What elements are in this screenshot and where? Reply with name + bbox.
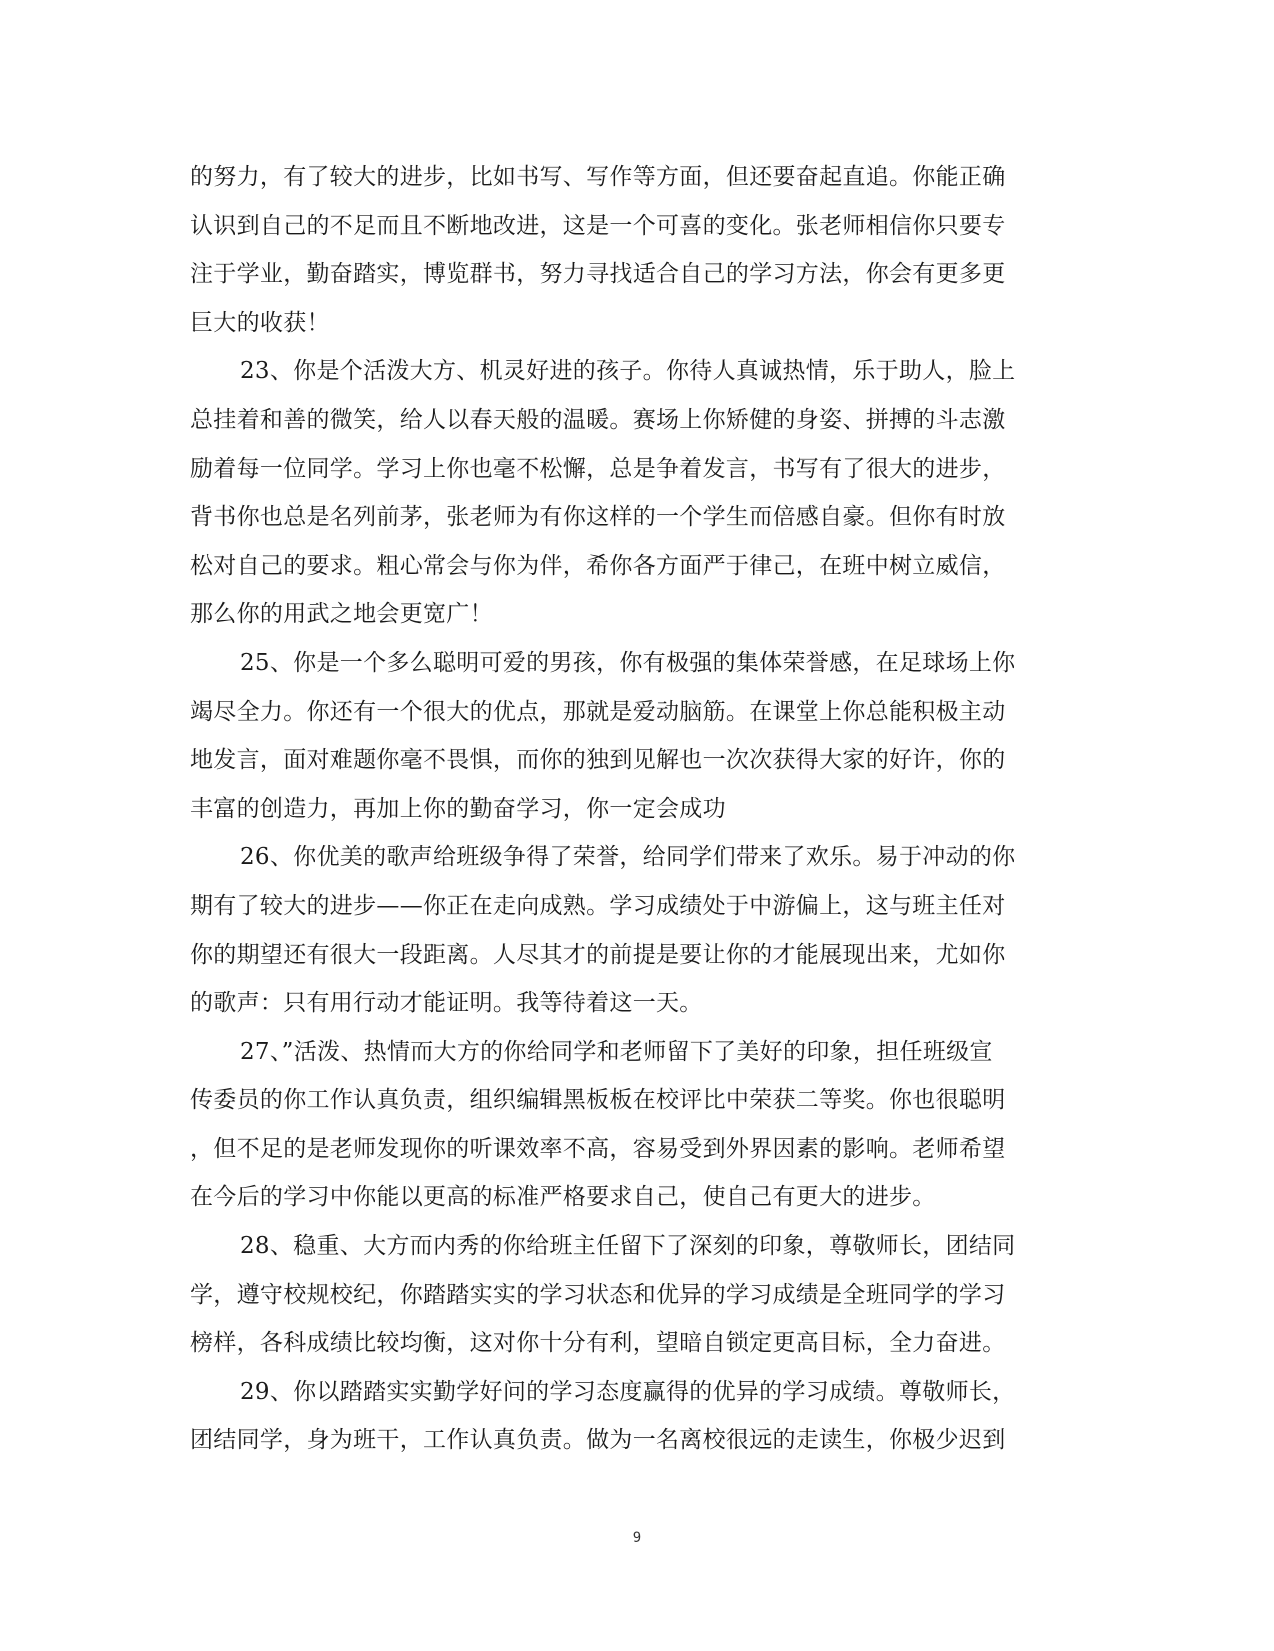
paragraph	[190, 1222, 1060, 1368]
text-line: 松对自己的要求。粗心常会与你为伴，希你各方面严于律己，在班中树立威信，	[190, 552, 1006, 579]
text-line: 学，遵守校规校纪，你踏踏实实的学习状态和优异的学习成绩是全班同学的学习	[190, 1281, 1006, 1308]
text-line: 团结同学，身为班干，工作认真负责。做为一名离校很远的走读生，你极少迟到	[190, 1427, 1006, 1454]
text-line: 背书你也总是名列前茅，张老师为有你这样的一个学生而倍感自豪。但你有时放	[190, 504, 1006, 531]
text-line: 在今后的学习中你能以更高的标准严格要求自己，使自己有更大的进步。	[190, 1184, 936, 1211]
text-line: 竭尽全力。你还有一个很大的优点，那就是爱动脑筋。在课堂上你总能积极主动	[190, 698, 1006, 725]
text-line: 期有了较大的进步——你正在走向成熟。学习成绩处于中游偏上，这与班主任对	[190, 892, 1006, 919]
page-number: 9	[632, 1530, 642, 1546]
text-line: 丰富的创造力，再加上你的勤奋学习，你一定会成功	[190, 795, 726, 822]
text-line: 那么你的用武之地会更宽广！	[190, 601, 493, 628]
text-line: 29、你以踏踏实实勤学好问的学习态度赢得的优异的学习成绩。尊敬师长，	[240, 1378, 1016, 1405]
text-line: 地发言，面对难题你毫不畏惧，而你的独到见解也一次次获得大家的好许，你的	[190, 747, 1006, 774]
text-line: 励着每一位同学。学习上你也毫不松懈，总是争着发言，书写有了很大的进步，	[190, 455, 1006, 482]
paragraph	[190, 153, 1060, 347]
text-line: 总挂着和善的微笑，给人以春天般的温暖。赛场上你矫健的身姿、拼搏的斗志激	[190, 406, 1006, 433]
paragraph	[190, 1368, 1060, 1465]
text-line: 注于学业，勤奋踏实，博览群书，努力寻找适合自己的学习方法，你会有更多更	[190, 261, 1006, 288]
text-line: 23、你是个活泼大方、机灵好进的孩子。你待人真诚热情，乐于助人，脸上	[240, 358, 1016, 385]
text-line: 榜样，各科成绩比较均衡，这对你十分有利，望暗自锁定更高目标，全力奋进。	[190, 1330, 1006, 1357]
text-line: ，但不足的是老师发现你的听课效率不高，容易受到外界因素的影响。老师希望	[190, 1135, 1006, 1162]
text-line: 认识到自己的不足而且不断地改进，这是一个可喜的变化。张老师相信你只要专	[190, 212, 1006, 239]
paragraph	[190, 347, 1060, 639]
text-line: 的歌声：只有用行动才能证明。我等待着这一天。	[190, 990, 703, 1017]
text-line: 26、你优美的歌声给班级争得了荣誉，给同学们带来了欢乐。易于冲动的你	[240, 844, 1016, 871]
text-line: 的努力，有了较大的进步，比如书写、写作等方面，但还要奋起直追。你能正确	[190, 164, 1006, 190]
text-line: 25、你是一个多么聪明可爱的男孩，你有极强的集体荣誉感，在足球场上你	[240, 649, 1016, 676]
text-line: 27、”活泼、热情而大方的你给同学和老师留下了美好的印象，担任班级宣	[240, 1038, 993, 1065]
text-line: 28、稳重、大方而内秀的你给班主任留下了深刻的印象，尊敬师长，团结同	[240, 1233, 1016, 1260]
paragraph	[190, 1028, 1060, 1222]
text-line: 巨大的收获！	[190, 309, 330, 336]
text-line: 你的期望还有很大一段距离。人尽其才的前提是要让你的才能展现出来，尤如你	[190, 941, 1006, 968]
paragraph	[190, 833, 1060, 1027]
paragraph	[190, 639, 1060, 833]
text-line: 传委员的你工作认真负责，组织编辑黑板板在校评比中荣获二等奖。你也很聪明	[190, 1087, 1006, 1114]
document-body	[190, 153, 1060, 1465]
